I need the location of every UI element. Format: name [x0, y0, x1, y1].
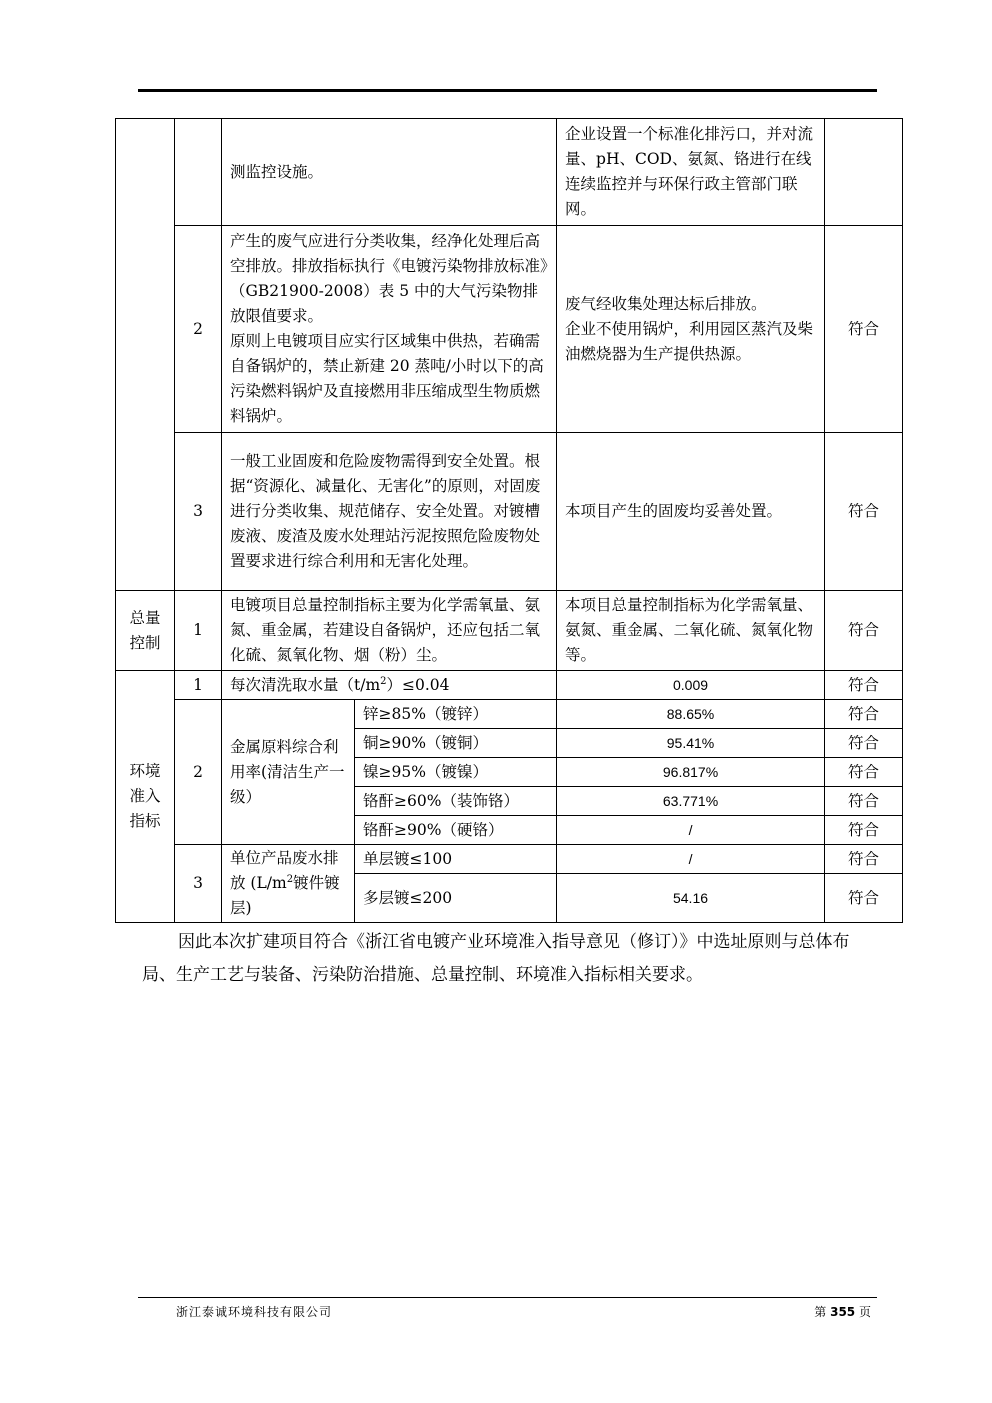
header-rule	[138, 89, 877, 92]
table-row	[116, 119, 903, 226]
value-cell: 95.41%	[557, 729, 825, 758]
footer-page	[814, 1303, 871, 1320]
criterion-cell: 铜≥90%（镀铜）	[355, 729, 557, 758]
footer-rule	[138, 1297, 877, 1298]
requirement-cell	[222, 671, 557, 700]
status-text: 废气经收集处理达标后排放。	[565, 294, 767, 313]
result-cell: 符合	[825, 226, 903, 433]
result-cell: 符合	[825, 671, 903, 700]
criterion-cell: 铬酐≥60%（装饰铬）	[355, 787, 557, 816]
value-cell: /	[557, 816, 825, 845]
result-cell: 符合	[825, 787, 903, 816]
row-number: 2	[175, 226, 222, 433]
status-cell: 本项目产生的固废均妥善处置。	[557, 433, 825, 591]
subcategory-cell	[222, 845, 355, 923]
criterion-cell: 单层镀≤100	[355, 845, 557, 874]
result-cell: 符合	[825, 591, 903, 671]
footer-company: 浙江泰诚环境科技有限公司	[176, 1305, 333, 1319]
criterion-cell: 多层镀≤200	[355, 874, 557, 923]
requirement-text: 产生的废气应进行分类收集，经净化处理后高空排放。排放指标执行《电镀污染物排放标准》（GB21900-2008）表 5 中的大气污染物排放限值要求。	[230, 232, 548, 325]
requirement-text: 每次清洗取水量（t/m	[230, 675, 381, 694]
table-row	[116, 671, 903, 700]
result-cell: 符合	[825, 874, 903, 923]
status-text: 企业不使用锅炉，利用园区蒸汽及柴油燃烧器为生产提供热源。	[565, 319, 814, 363]
row-number: 3	[175, 845, 222, 923]
value-cell: 63.771%	[557, 787, 825, 816]
status-cell: 本项目总量控制指标为化学需氧量、氨氮、重金属、二氧化硫、氮氧化物等。	[557, 591, 825, 671]
requirement-cell	[222, 226, 557, 433]
table-row	[116, 433, 903, 591]
table-row	[116, 591, 903, 671]
subcategory-text: 单位产品废水排放 (L/m	[230, 849, 339, 892]
subcategory-cell: 金属原料综合利用率(清洁生产一级）	[222, 700, 355, 845]
result-cell: 符合	[825, 433, 903, 591]
table-row	[116, 700, 903, 729]
table-row	[116, 845, 903, 874]
result-cell: 符合	[825, 758, 903, 787]
row-number: 1	[175, 591, 222, 671]
superscript: 2	[286, 873, 294, 885]
category-cell: 环境准入指标	[116, 671, 175, 923]
page-suffix: 页	[855, 1305, 871, 1319]
row-number: 2	[175, 700, 222, 845]
result-cell-empty	[825, 119, 903, 226]
superscript: 2	[380, 675, 387, 687]
category-cell: 总量控制	[116, 591, 175, 671]
criterion-cell: 镍≥95%（镀镍）	[355, 758, 557, 787]
value-cell: 0.009	[557, 671, 825, 700]
subcategory-text: 镀件镀层)	[230, 874, 340, 917]
result-cell: 符合	[825, 729, 903, 758]
result-cell: 符合	[825, 845, 903, 874]
value-cell: 88.65%	[557, 700, 825, 729]
criterion-cell: 铬酐≥90%（硬铬）	[355, 816, 557, 845]
value-cell: 96.817%	[557, 758, 825, 787]
requirement-cell: 电镀项目总量控制指标主要为化学需氧量、氨氮、重金属，若建设自备锅炉，还应包括二氧化硫、氮氧化物、烟（粉）尘。	[222, 591, 557, 671]
row-number: 1	[175, 671, 222, 700]
value-cell: /	[557, 845, 825, 874]
page-number: 355	[830, 1305, 856, 1319]
conclusion-paragraph: 因此本次扩建项目符合《浙江省电镀产业环境准入指导意见（修订）》中选址原则与总体布局、生产工艺与装备、污染防治措施、总量控制、环境准入指标相关要求。	[142, 932, 850, 985]
page-prefix: 第	[814, 1305, 831, 1319]
category-cell-empty	[116, 119, 175, 591]
row-number-empty	[175, 119, 222, 226]
requirement-cell: 测监控设施。	[222, 119, 557, 226]
criterion-cell: 锌≥85%（镀锌）	[355, 700, 557, 729]
result-cell: 符合	[825, 816, 903, 845]
value-cell: 54.16	[557, 874, 825, 923]
status-cell: 企业设置一个标准化排污口，并对流量、pH、COD、氨氮、铬进行在线连续监控并与环保行政主管部门联网。	[557, 119, 825, 226]
table-row	[116, 226, 903, 433]
row-number: 3	[175, 433, 222, 591]
compliance-table	[115, 118, 903, 923]
status-cell	[557, 226, 825, 433]
requirement-cell: 一般工业固废和危险废物需得到安全处置。根据“资源化、减量化、无害化”的原则，对固废进行分类收集、规范储存、安全处置。对镀槽废液、废渣及废水处理站污泥按照危险废物处置要求进行综合利用和无害化处理。	[222, 433, 557, 591]
result-cell: 符合	[825, 700, 903, 729]
requirement-text: ）≤0.04	[386, 675, 450, 694]
requirement-text: 原则上电镀项目应实行区域集中供热，若确需自备锅炉的，禁止新建 20 蒸吨/小时以下的高污染燃料锅炉及直接燃用非压缩成型生物质燃料锅炉。	[230, 332, 544, 425]
